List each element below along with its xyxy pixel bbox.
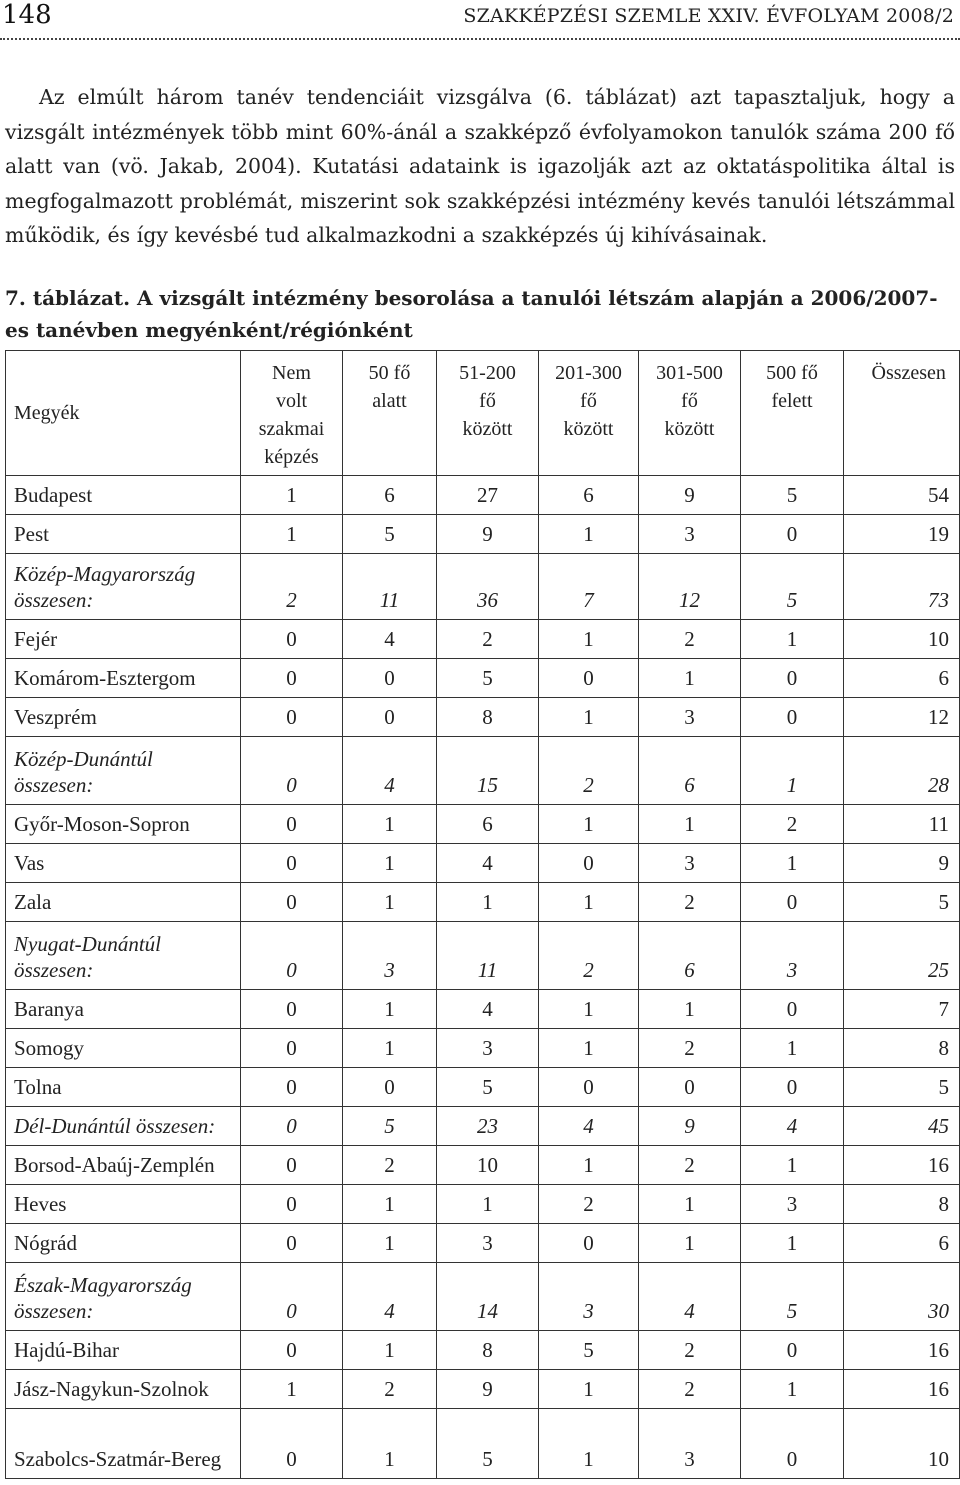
table-cell: 5 bbox=[844, 883, 960, 922]
table-cell: 6 bbox=[639, 922, 741, 990]
table-cell: 0 bbox=[241, 1263, 343, 1331]
table-cell: 0 bbox=[241, 1146, 343, 1185]
row-label: Közép-Magyarország összesen: bbox=[6, 554, 241, 620]
row-label: Észak-Magyarország összesen: bbox=[6, 1263, 241, 1331]
table-cell: 3 bbox=[741, 922, 844, 990]
column-header: 50 fő alatt bbox=[343, 351, 437, 476]
table-cell: 5 bbox=[539, 1331, 639, 1370]
table-cell: 0 bbox=[741, 659, 844, 698]
row-label: Szabolcs-Szatmár-Bereg bbox=[6, 1409, 241, 1479]
table-cell: 2 bbox=[343, 1370, 437, 1409]
table-cell: 12 bbox=[844, 698, 960, 737]
table-cell: 1 bbox=[741, 737, 844, 805]
header-dotted-rule bbox=[0, 38, 960, 40]
row-label: Dél-Dunántúl összesen: bbox=[6, 1107, 241, 1146]
table-cell: 9 bbox=[844, 844, 960, 883]
column-header: 301-500 fő között bbox=[639, 351, 741, 476]
table-cell: 1 bbox=[343, 805, 437, 844]
row-label: Hajdú-Bihar bbox=[6, 1331, 241, 1370]
table-cell: 0 bbox=[241, 1107, 343, 1146]
table-cell: 1 bbox=[343, 1029, 437, 1068]
table-cell: 8 bbox=[844, 1029, 960, 1068]
table-cell: 4 bbox=[539, 1107, 639, 1146]
table-cell: 0 bbox=[741, 1068, 844, 1107]
table-row bbox=[6, 659, 960, 698]
table-cell: 1 bbox=[539, 620, 639, 659]
row-label: Fejér bbox=[6, 620, 241, 659]
row-label: Győr-Moson-Sopron bbox=[6, 805, 241, 844]
row-label: Közép-Dunántúl összesen: bbox=[6, 737, 241, 805]
table-cell: 1 bbox=[343, 1331, 437, 1370]
table-cell: 1 bbox=[343, 990, 437, 1029]
table-cell: 5 bbox=[741, 476, 844, 515]
table-cell: 0 bbox=[741, 698, 844, 737]
table-row bbox=[6, 554, 960, 620]
column-header: 500 fő felett bbox=[741, 351, 844, 476]
table-cell: 2 bbox=[639, 883, 741, 922]
table-cell: 1 bbox=[343, 1409, 437, 1479]
table-cell: 1 bbox=[241, 515, 343, 554]
table-cell: 0 bbox=[639, 1068, 741, 1107]
table-cell: 3 bbox=[639, 844, 741, 883]
table-cell: 1 bbox=[741, 620, 844, 659]
table-cell: 2 bbox=[437, 620, 539, 659]
table-cell: 0 bbox=[539, 1068, 639, 1107]
table-cell: 1 bbox=[343, 844, 437, 883]
table-cell: 0 bbox=[241, 698, 343, 737]
table-cell: 1 bbox=[539, 515, 639, 554]
row-label: Zala bbox=[6, 883, 241, 922]
table-row bbox=[6, 883, 960, 922]
row-label: Pest bbox=[6, 515, 241, 554]
data-table bbox=[5, 350, 960, 1479]
table-cell: 2 bbox=[343, 1146, 437, 1185]
table-cell: 4 bbox=[639, 1263, 741, 1331]
row-label: Veszprém bbox=[6, 698, 241, 737]
row-label: Nyugat-Dunántúl összesen: bbox=[6, 922, 241, 990]
table-cell: 1 bbox=[639, 1185, 741, 1224]
table-cell: 3 bbox=[437, 1224, 539, 1263]
table-cell: 1 bbox=[741, 1224, 844, 1263]
table-row bbox=[6, 1263, 960, 1331]
table-cell: 1 bbox=[343, 1224, 437, 1263]
table-cell: 2 bbox=[639, 1370, 741, 1409]
table-cell: 5 bbox=[741, 554, 844, 620]
table-cell: 6 bbox=[437, 805, 539, 844]
table-cell: 5 bbox=[844, 1068, 960, 1107]
table-row bbox=[6, 476, 960, 515]
table-cell: 1 bbox=[539, 1370, 639, 1409]
table-cell: 0 bbox=[241, 883, 343, 922]
table-cell: 5 bbox=[741, 1263, 844, 1331]
table-cell: 3 bbox=[343, 922, 437, 990]
table-cell: 15 bbox=[437, 737, 539, 805]
table-cell: 1 bbox=[241, 1370, 343, 1409]
table-cell: 1 bbox=[343, 883, 437, 922]
table-cell: 1 bbox=[539, 1409, 639, 1479]
table-cell: 11 bbox=[437, 922, 539, 990]
table-cell: 4 bbox=[437, 990, 539, 1029]
table-row bbox=[6, 1146, 960, 1185]
table-cell: 3 bbox=[639, 1409, 741, 1479]
table-cell: 1 bbox=[741, 1370, 844, 1409]
page-header bbox=[0, 0, 960, 46]
table-cell: 1 bbox=[639, 1224, 741, 1263]
table-cell: 3 bbox=[639, 698, 741, 737]
table-row bbox=[6, 1409, 960, 1479]
table-cell: 2 bbox=[539, 922, 639, 990]
body-paragraph-text: Az elmúlt három tanév tendenciáit vizsgálva (6. táblázat) azt tapasztaljuk, hogy a vizsgált intézmények több mint 60%-ánál a szakképző évfolyamokon tanulók száma 200 fő alatt van (vö. Jakab, 2004). Kutatási adataink is igazolják azt az oktatáspolitika által is megfogalmazott problémát, miszerint sok szakképzési intézmény kevés tanulói létszámmal működik, és így kevésbé tud alkalmazkodni a szakképzés új kihívásainak. bbox=[5, 85, 955, 247]
table-cell: 0 bbox=[241, 1029, 343, 1068]
table-cell: 6 bbox=[343, 476, 437, 515]
table-cell: 2 bbox=[639, 1331, 741, 1370]
table-cell: 7 bbox=[539, 554, 639, 620]
table-cell: 10 bbox=[844, 620, 960, 659]
table-row bbox=[6, 1224, 960, 1263]
row-label: Jász-Nagykun-Szolnok bbox=[6, 1370, 241, 1409]
table-cell: 27 bbox=[437, 476, 539, 515]
column-header: Megyék bbox=[6, 351, 241, 476]
table-header-row bbox=[6, 351, 960, 476]
table-cell: 25 bbox=[844, 922, 960, 990]
column-header: Összesen bbox=[844, 351, 960, 476]
table-cell: 3 bbox=[741, 1185, 844, 1224]
table-cell: 0 bbox=[241, 1185, 343, 1224]
table-cell: 1 bbox=[539, 805, 639, 844]
table-cell: 1 bbox=[741, 844, 844, 883]
table-cell: 2 bbox=[639, 620, 741, 659]
table-cell: 2 bbox=[539, 1185, 639, 1224]
row-label: Heves bbox=[6, 1185, 241, 1224]
row-label: Baranya bbox=[6, 990, 241, 1029]
table-row bbox=[6, 922, 960, 990]
table-row bbox=[6, 1185, 960, 1224]
table-cell: 0 bbox=[241, 620, 343, 659]
table-cell: 0 bbox=[241, 1409, 343, 1479]
table-cell: 7 bbox=[844, 990, 960, 1029]
table-cell: 0 bbox=[241, 1331, 343, 1370]
table-cell: 45 bbox=[844, 1107, 960, 1146]
table-cell: 36 bbox=[437, 554, 539, 620]
table-cell: 23 bbox=[437, 1107, 539, 1146]
table-cell: 0 bbox=[741, 1331, 844, 1370]
table-cell: 1 bbox=[539, 1029, 639, 1068]
table-cell: 1 bbox=[241, 476, 343, 515]
table-cell: 6 bbox=[539, 476, 639, 515]
table-cell: 28 bbox=[844, 737, 960, 805]
table-cell: 10 bbox=[844, 1409, 960, 1479]
column-header: 201-300 fő között bbox=[539, 351, 639, 476]
table-cell: 4 bbox=[343, 1263, 437, 1331]
table-row bbox=[6, 737, 960, 805]
table-cell: 1 bbox=[343, 1185, 437, 1224]
table-cell: 0 bbox=[343, 659, 437, 698]
table-cell: 10 bbox=[437, 1146, 539, 1185]
table-cell: 1 bbox=[437, 883, 539, 922]
table-cell: 0 bbox=[539, 844, 639, 883]
table-cell: 1 bbox=[539, 698, 639, 737]
table-cell: 3 bbox=[539, 1263, 639, 1331]
table-row bbox=[6, 620, 960, 659]
table-cell: 0 bbox=[741, 990, 844, 1029]
table-cell: 0 bbox=[241, 844, 343, 883]
table-cell: 1 bbox=[741, 1029, 844, 1068]
column-header: 51-200 fő között bbox=[437, 351, 539, 476]
table-cell: 0 bbox=[343, 698, 437, 737]
table-cell: 14 bbox=[437, 1263, 539, 1331]
table-row bbox=[6, 844, 960, 883]
table-cell: 0 bbox=[241, 737, 343, 805]
table-cell: 9 bbox=[639, 476, 741, 515]
table-row bbox=[6, 1068, 960, 1107]
table-row bbox=[6, 1107, 960, 1146]
table-cell: 2 bbox=[741, 805, 844, 844]
table-row bbox=[6, 1331, 960, 1370]
table-cell: 0 bbox=[539, 1224, 639, 1263]
table-cell: 2 bbox=[639, 1029, 741, 1068]
table-cell: 12 bbox=[639, 554, 741, 620]
table-cell: 16 bbox=[844, 1370, 960, 1409]
table-cell: 0 bbox=[241, 1224, 343, 1263]
table-cell: 5 bbox=[343, 515, 437, 554]
table-cell: 5 bbox=[437, 1068, 539, 1107]
table-cell: 2 bbox=[539, 737, 639, 805]
table-cell: 2 bbox=[639, 1146, 741, 1185]
row-label: Nógrád bbox=[6, 1224, 241, 1263]
table-cell: 1 bbox=[539, 883, 639, 922]
table-caption: 7. táblázat. A vizsgált intézmény besorolása a tanulói létszám alapján a 2006/2007-es tanévben megyénként/régiónként bbox=[5, 286, 938, 342]
table-cell: 1 bbox=[639, 805, 741, 844]
row-label: Budapest bbox=[6, 476, 241, 515]
table-cell: 1 bbox=[639, 659, 741, 698]
table-row bbox=[6, 515, 960, 554]
table-row bbox=[6, 698, 960, 737]
table-cell: 1 bbox=[539, 1146, 639, 1185]
table-cell: 5 bbox=[437, 659, 539, 698]
table-cell: 0 bbox=[741, 1409, 844, 1479]
table-cell: 1 bbox=[639, 990, 741, 1029]
table-cell: 3 bbox=[639, 515, 741, 554]
table-cell: 1 bbox=[539, 990, 639, 1029]
table-cell: 16 bbox=[844, 1146, 960, 1185]
table-cell: 4 bbox=[343, 620, 437, 659]
table-cell: 6 bbox=[844, 659, 960, 698]
table-cell: 0 bbox=[241, 1068, 343, 1107]
table-cell: 0 bbox=[741, 883, 844, 922]
row-label: Borsod-Abaúj-Zemplén bbox=[6, 1146, 241, 1185]
table-cell: 16 bbox=[844, 1331, 960, 1370]
row-label: Komárom-Esztergom bbox=[6, 659, 241, 698]
table-row bbox=[6, 805, 960, 844]
table-cell: 8 bbox=[844, 1185, 960, 1224]
table-cell: 6 bbox=[639, 737, 741, 805]
table-cell: 1 bbox=[741, 1146, 844, 1185]
table-cell: 5 bbox=[437, 1409, 539, 1479]
table-cell: 4 bbox=[343, 737, 437, 805]
table-cell: 8 bbox=[437, 1331, 539, 1370]
table-cell: 4 bbox=[741, 1107, 844, 1146]
table-cell: 4 bbox=[437, 844, 539, 883]
table-cell: 0 bbox=[343, 1068, 437, 1107]
table-cell: 9 bbox=[639, 1107, 741, 1146]
table-body bbox=[6, 476, 960, 1479]
table-cell: 0 bbox=[241, 990, 343, 1029]
row-label: Somogy bbox=[6, 1029, 241, 1068]
table-cell: 73 bbox=[844, 554, 960, 620]
table-cell: 2 bbox=[241, 554, 343, 620]
column-header: Nem volt szakmai képzés bbox=[241, 351, 343, 476]
row-label: Vas bbox=[6, 844, 241, 883]
table-cell: 1 bbox=[437, 1185, 539, 1224]
table-cell: 3 bbox=[437, 1029, 539, 1068]
table-cell: 0 bbox=[241, 805, 343, 844]
table-cell: 9 bbox=[437, 1370, 539, 1409]
table-cell: 0 bbox=[241, 659, 343, 698]
table-row bbox=[6, 1370, 960, 1409]
table-cell: 11 bbox=[343, 554, 437, 620]
table-row bbox=[6, 1029, 960, 1068]
table-cell: 6 bbox=[844, 1224, 960, 1263]
page-number: 148 bbox=[2, 0, 52, 30]
table-row bbox=[6, 990, 960, 1029]
row-label: Tolna bbox=[6, 1068, 241, 1107]
table-cell: 9 bbox=[437, 515, 539, 554]
table-cell: 19 bbox=[844, 515, 960, 554]
running-title: SZAKKÉPZÉSI SZEMLE XXIV. ÉVFOLYAM 2008/2 bbox=[463, 5, 954, 27]
table-cell: 0 bbox=[741, 515, 844, 554]
table-cell: 11 bbox=[844, 805, 960, 844]
table-cell: 5 bbox=[343, 1107, 437, 1146]
table-cell: 0 bbox=[241, 922, 343, 990]
table-cell: 0 bbox=[539, 659, 639, 698]
table-cell: 54 bbox=[844, 476, 960, 515]
table-cell: 8 bbox=[437, 698, 539, 737]
table-cell: 30 bbox=[844, 1263, 960, 1331]
body-paragraph bbox=[5, 80, 955, 253]
